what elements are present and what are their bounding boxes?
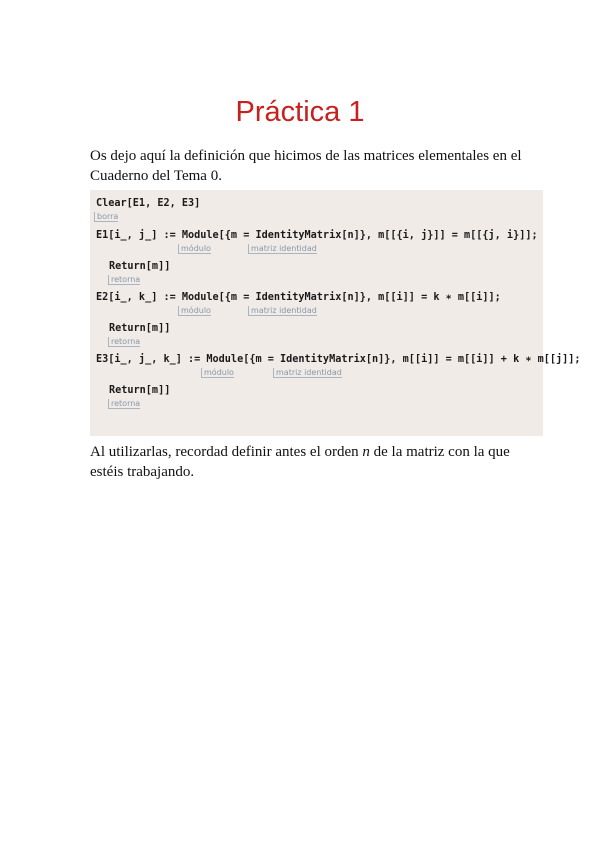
code-line-clear: Clear[E1, E2, E3] [96, 198, 201, 209]
closing-paragraph [90, 442, 545, 482]
closing-text-after: de la matriz con la que estéis trabajando. [90, 444, 510, 480]
tooltip-matriz-identidad-e3: matriz identidad [273, 368, 342, 378]
tooltip-retorna-e3: retorna [108, 399, 140, 409]
intro-paragraph: Os dejo aquí la definición que hicimos de las matrices elementales en el Cuaderno del Tema 0. [90, 148, 522, 184]
variable-n: n [362, 444, 370, 460]
code-line-e3-return: Return[m]] [109, 385, 171, 396]
tooltip-modulo-e1: módulo [178, 244, 211, 254]
code-line-e3: E3[i_, j_, k_] := Module[{m = IdentityMatrix[n]}, m[[i]] = m[[i]] + k ∗ m[[j]]; [96, 354, 581, 365]
tooltip-borra: borra [94, 212, 118, 222]
code-line-e1: E1[i_, j_] := Module[{m = IdentityMatrix[n]}, m[[{i, j}]] = m[[{j, i}]]; [96, 230, 538, 241]
code-cell[interactable] [90, 190, 581, 436]
code-line-e1-return: Return[m]] [109, 261, 171, 272]
tooltip-matriz-identidad-e1: matriz identidad [248, 244, 317, 254]
tooltip-retorna-e2: retorna [108, 337, 140, 347]
page-title: Práctica 1 [235, 96, 365, 128]
code-line-e2-return: Return[m]] [109, 323, 171, 334]
tooltip-matriz-identidad-e2: matriz identidad [248, 306, 317, 316]
tooltip-modulo-e2: módulo [178, 306, 211, 316]
closing-text-before: Al utilizarlas, recordad definir antes el orden [90, 444, 363, 460]
tooltip-retorna-e1: retorna [108, 275, 140, 285]
tooltip-modulo-e3: módulo [201, 368, 234, 378]
code-line-e2: E2[i_, k_] := Module[{m = IdentityMatrix[n]}, m[[i]] = k ∗ m[[i]]; [96, 292, 501, 303]
